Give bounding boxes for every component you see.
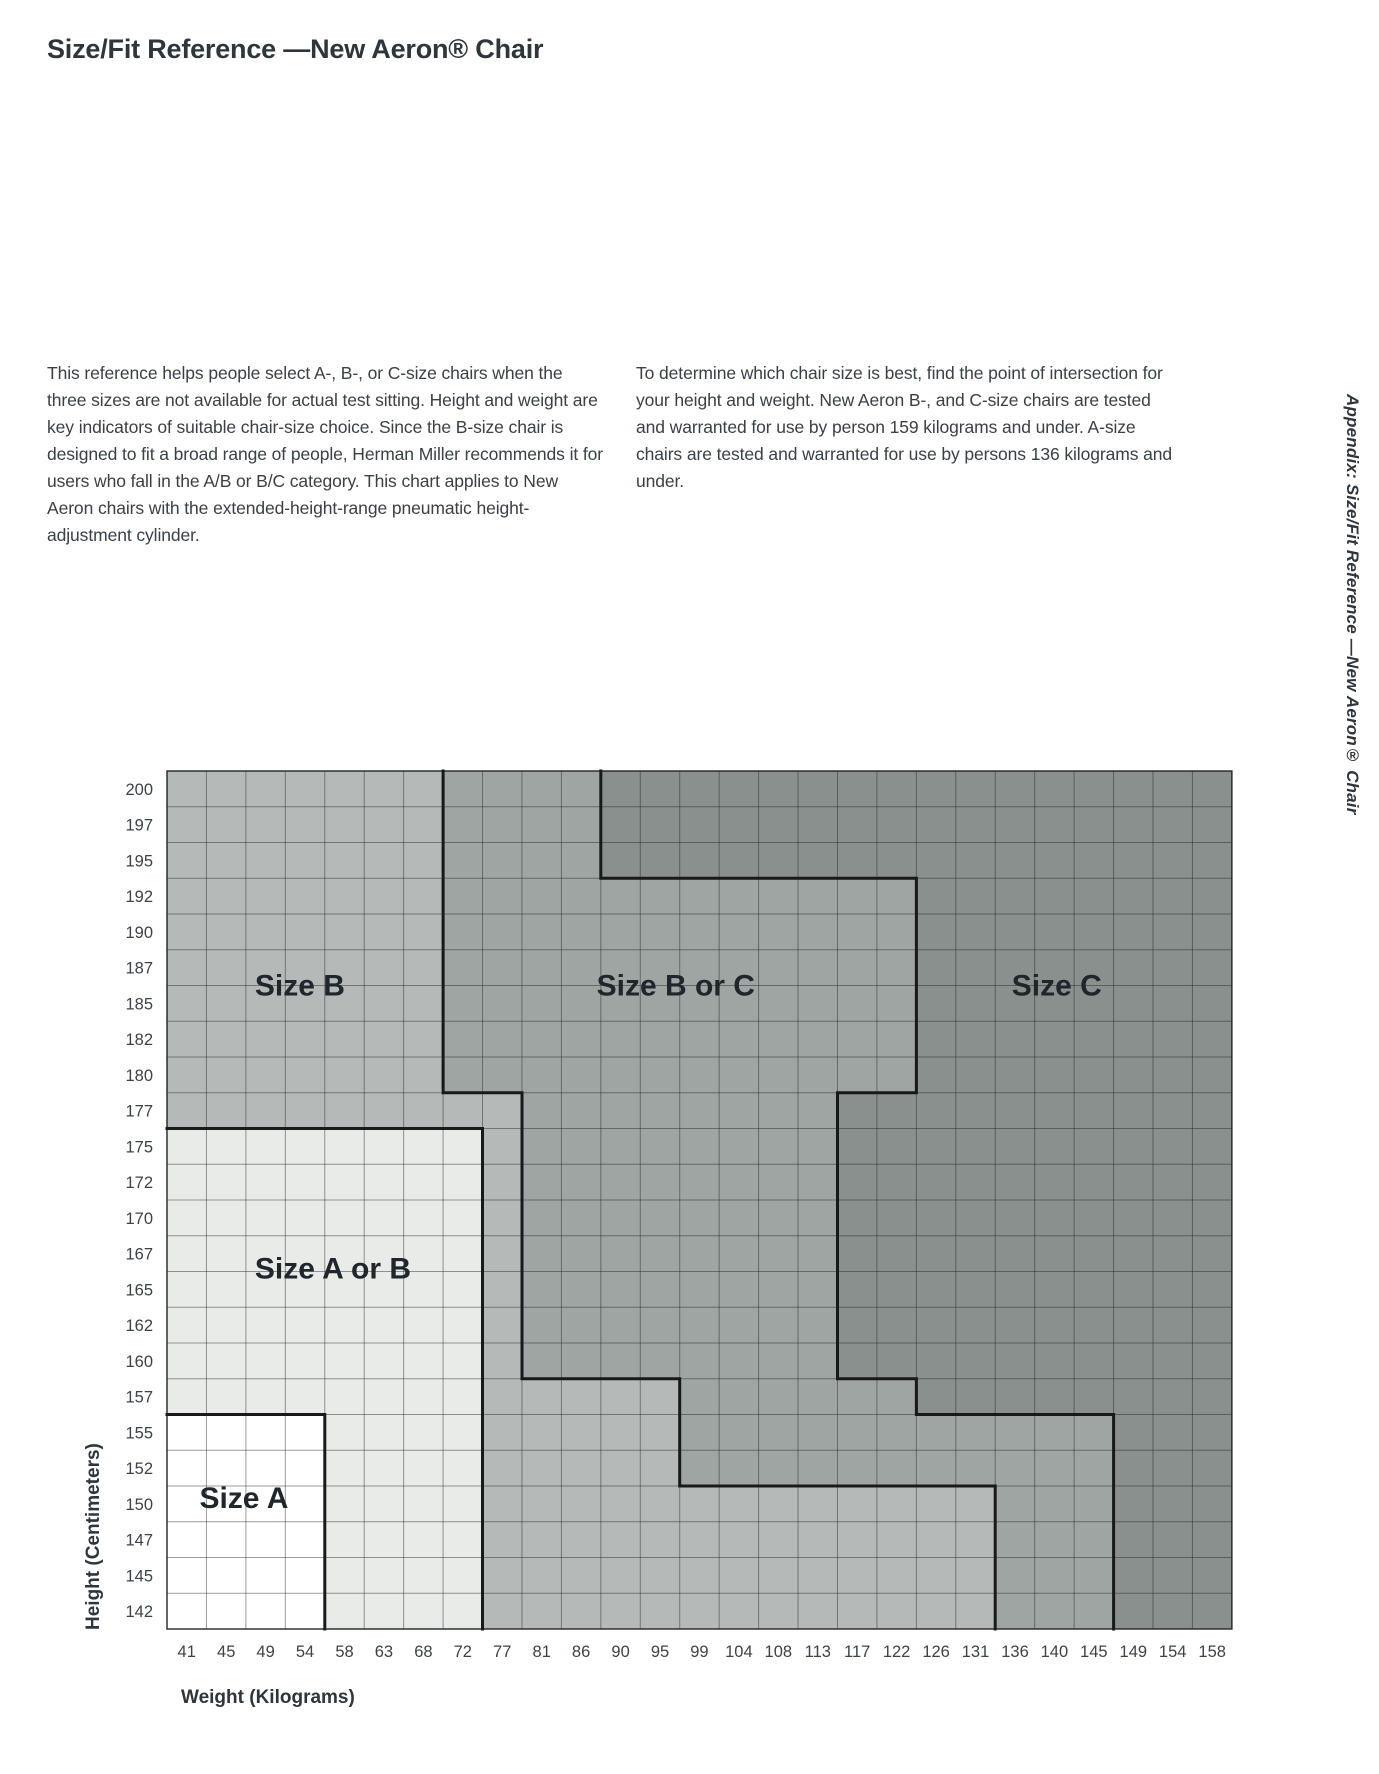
x-tick-label: 145	[1080, 1643, 1108, 1661]
y-tick-label: 187	[125, 959, 153, 978]
y-tick-label: 185	[125, 995, 153, 1014]
y-tick-label: 195	[125, 852, 153, 871]
y-tick-label: 192	[125, 888, 153, 907]
page-title: Size/Fit Reference —New Aeron® Chair	[47, 34, 544, 65]
x-tick-label: 99	[690, 1643, 709, 1661]
y-tick-label: 147	[125, 1531, 153, 1550]
zone-label-size-b: Size B	[254, 969, 345, 1003]
y-tick-label: 162	[125, 1317, 153, 1336]
y-tick-label: 160	[125, 1352, 153, 1371]
zone-label-size-c: Size C	[1011, 969, 1102, 1003]
y-tick-label: 180	[125, 1066, 153, 1085]
x-tick-label: 149	[1119, 1643, 1148, 1661]
y-tick-label: 155	[125, 1424, 153, 1443]
x-axis-title: Weight (Kilograms)	[181, 1687, 355, 1708]
y-tick-label: 200	[125, 780, 153, 799]
y-tick-label: 150	[125, 1495, 153, 1514]
x-tick-label: 54	[295, 1643, 315, 1661]
x-tick-label: 140	[1040, 1643, 1069, 1661]
x-tick-label: 131	[961, 1643, 990, 1661]
zone-label-size-b-or-c: Size B or C	[596, 969, 755, 1003]
x-tick-label: 72	[453, 1643, 472, 1661]
y-tick-label: 145	[125, 1567, 153, 1586]
x-tick-label: 122	[882, 1643, 911, 1661]
x-tick-label: 158	[1198, 1643, 1226, 1661]
y-tick-label: 157	[125, 1388, 153, 1407]
y-tick-label: 170	[125, 1209, 153, 1228]
x-tick-label: 136	[1001, 1643, 1029, 1661]
zone-label-size-a-or-b: Size A or B	[254, 1252, 412, 1286]
x-tick-label: 45	[217, 1643, 236, 1661]
y-tick-label: 152	[125, 1460, 153, 1479]
y-tick-label: 197	[125, 816, 153, 835]
zone-label-size-a: Size A	[199, 1481, 289, 1515]
x-tick-label: 117	[844, 1643, 871, 1661]
x-tick-label: 113	[804, 1643, 831, 1661]
y-tick-label: 172	[125, 1174, 153, 1193]
x-axis-tick-labels	[178, 1643, 1226, 1661]
y-axis-tick-labels	[125, 781, 153, 1621]
y-tick-label: 177	[125, 1102, 153, 1121]
x-tick-label: 58	[335, 1643, 354, 1661]
y-tick-label: 182	[125, 1031, 153, 1050]
x-tick-label: 126	[922, 1643, 950, 1661]
x-tick-label: 86	[571, 1643, 591, 1661]
y-tick-label: 175	[125, 1138, 153, 1157]
y-tick-label: 165	[125, 1281, 153, 1300]
x-tick-label: 77	[493, 1643, 512, 1661]
appendix-sidebar-note: Appendix: Size/Fit Reference —New Aeron® Chair	[1343, 394, 1362, 815]
x-tick-label: 108	[764, 1643, 793, 1661]
intro-paragraph-right: To determine which chair size is best, find the point of intersection for your height and weight. New Aeron B-, and C-size chairs are tested and warranted for use by person 159 kilograms and under. A-size chairs are tested and warranted for use by persons 136 kilograms and under.	[636, 362, 1172, 491]
x-tick-label: 49	[256, 1643, 275, 1661]
x-tick-label: 63	[374, 1643, 394, 1661]
y-tick-label: 167	[125, 1245, 153, 1264]
x-tick-label: 41	[177, 1643, 196, 1661]
y-tick-label: 142	[125, 1603, 153, 1622]
x-tick-label: 154	[1158, 1643, 1187, 1661]
intro-paragraph-left: This reference helps people select A-, B-, or C-size chairs when the three sizes are not available for actual test sitting. Height and weight are key indicators of suitable chair-size choice. Since the B-size chair is designed to fit a broad range of people, Herman Miller recommends it for users who fall in the A/B or B/C category. This chart applies to New Aeron chairs with the extended-height-range pneumatic height-adjustment cylinder.	[47, 362, 604, 545]
x-tick-label: 90	[611, 1643, 630, 1661]
x-tick-label: 81	[532, 1643, 551, 1661]
x-tick-label: 68	[414, 1643, 433, 1661]
x-tick-label: 95	[650, 1643, 670, 1661]
x-tick-label: 104	[725, 1643, 753, 1661]
y-tick-label: 190	[125, 923, 153, 942]
y-axis-title: Height (Centimeters)	[83, 1443, 104, 1630]
